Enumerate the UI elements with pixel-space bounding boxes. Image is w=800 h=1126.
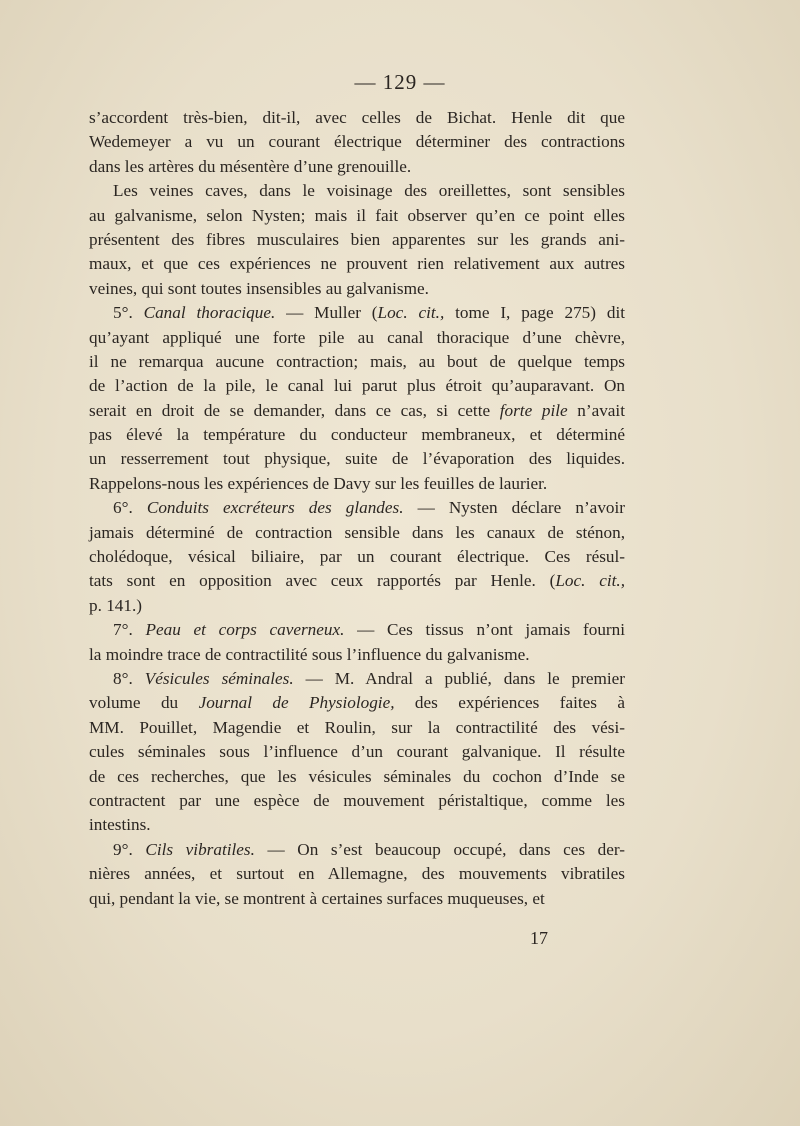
text-span: dans les artères du mésentère d’une grenouille.: [89, 156, 412, 176]
text-line: [89, 765, 625, 789]
text-span: intestins.: [89, 815, 151, 835]
italic-text: Journal de Physiologie,: [198, 693, 395, 713]
italic-text: Vésicules séminales.: [144, 668, 294, 688]
text-span: qui, pendant la vie, se montrent à certaines surfaces muqueuses, et: [89, 888, 545, 908]
text-span: tome I, page 275) dit: [444, 303, 625, 323]
text-span: 8°.: [113, 668, 145, 688]
text-span: serait en droit de se demander, dans ce cas, si cette: [89, 400, 500, 420]
body-text: [89, 106, 625, 911]
text-span: volume du: [89, 693, 199, 713]
text-line: [89, 277, 625, 301]
text-line: [89, 569, 625, 593]
text-span: — Muller (: [275, 303, 378, 323]
text-line: [89, 789, 625, 813]
text-line: [89, 252, 625, 276]
text-line: [89, 423, 625, 447]
text-span: — Nysten déclare n’avoir: [403, 498, 626, 518]
text-span: contractent par une espèce de mouvement péristaltique, comme les: [89, 790, 625, 810]
text-span: Rappelons-nous les expériences de Davy sur les feuilles de laurier.: [89, 473, 548, 493]
text-line: [89, 862, 625, 886]
text-line: [89, 618, 625, 642]
text-line: [89, 228, 625, 252]
signature-mark: 17: [530, 928, 548, 948]
text-line: [89, 643, 625, 667]
text-line: [89, 691, 625, 715]
text-line: [89, 545, 625, 569]
text-line: [89, 521, 625, 545]
text-span: au galvanisme, selon Nysten; mais il fait observer qu’en ce point elles: [89, 205, 625, 225]
text-line: [89, 496, 625, 520]
italic-text: Canal thoracique.: [143, 303, 276, 323]
text-span: des expériences faites à: [394, 693, 626, 713]
text-span: présentent des fibres musculaires bien apparentes sur les grands ani-: [89, 229, 625, 249]
text-span: — M. Andral a publié, dans le premier: [293, 668, 625, 688]
text-line: [89, 740, 625, 764]
text-line: [89, 399, 625, 423]
text-line: [89, 350, 625, 374]
text-span: cholédoque, vésical biliaire, par un courant électrique. Ces résul-: [89, 547, 625, 567]
text-span: maux, et que ces expériences ne prouvent rien relativement aux autres: [89, 254, 625, 274]
text-span: il ne remarqua aucune contraction; mais, au bout de quelque temps: [89, 351, 625, 371]
text-span: MM. Pouillet, Magendie et Roulin, sur la contractilité des vési-: [89, 717, 625, 737]
text-line: [89, 594, 625, 618]
text-span: — Ces tissus n’ont jamais fourni: [344, 620, 626, 640]
italic-text: forte pile: [499, 400, 568, 420]
text-span: 5°.: [113, 303, 144, 323]
text-line: [89, 326, 625, 350]
text-line: [89, 374, 625, 398]
text-span: n’avait: [567, 400, 625, 420]
text-line: [89, 716, 625, 740]
text-line: [89, 130, 625, 154]
text-line: [89, 179, 625, 203]
text-span: pas élevé la température du conducteur membraneux, et déterminé: [89, 425, 625, 445]
text-line: [89, 472, 625, 496]
text-span: s’accordent très-bien, dit-il, avec celles de Bichat. Henle dit que: [89, 108, 625, 127]
text-line: [89, 301, 625, 325]
text-span: Les veines caves, dans le voisinage des oreillettes, sont sensibles: [113, 181, 625, 201]
text-span: nières années, et surtout en Allemagne, des mouvements vibratiles: [89, 864, 625, 884]
text-span: de l’action de la pile, le canal lui parut plus étroit qu’auparavant. On: [89, 376, 625, 396]
text-span: un resserrement tout physique, suite de l’évaporation des liquides.: [89, 449, 625, 469]
text-span: Wedemeyer a vu un courant électrique déterminer des contractions: [89, 132, 625, 152]
italic-text: Loc. cit.,: [555, 571, 625, 591]
italic-text: Cils vibratiles.: [145, 839, 255, 859]
text-span: jamais déterminé de contraction sensible dans les canaux de sténon,: [89, 522, 625, 542]
text-span: p. 141.): [89, 595, 142, 615]
text-span: 9°.: [113, 839, 146, 859]
text-line: [89, 887, 625, 911]
italic-text: Loc. cit.,: [377, 303, 445, 323]
text-span: 7°.: [113, 620, 146, 640]
text-span: veines, qui sont toutes insensibles au galvanisme.: [89, 278, 429, 298]
italic-text: Conduits excréteurs des glandes.: [146, 498, 404, 518]
page-number-header: — 129 —: [354, 70, 446, 94]
text-span: 6°.: [113, 498, 147, 518]
text-line: [89, 106, 625, 130]
italic-text: Peau et corps caverneux.: [145, 620, 345, 640]
text-line: [89, 204, 625, 228]
text-span: la moindre trace de contractilité sous l’influence du galvanisme.: [89, 644, 530, 664]
text-line: [89, 155, 625, 179]
text-span: — On s’est beaucoup occupé, dans ces der-: [254, 839, 625, 859]
text-line: [89, 838, 625, 862]
text-span: cules séminales sous l’influence d’un courant galvanique. Il résulte: [89, 742, 625, 762]
text-span: qu’ayant appliqué une forte pile au canal thoracique d’une chèvre,: [89, 327, 625, 347]
text-line: [89, 667, 625, 691]
text-span: de ces recherches, que les vésicules séminales du cochon d’Inde se: [89, 766, 625, 786]
text-line: [89, 447, 625, 471]
text-span: tats sont en opposition avec ceux rapportés par Henle. (: [89, 571, 556, 591]
text-line: [89, 813, 625, 837]
